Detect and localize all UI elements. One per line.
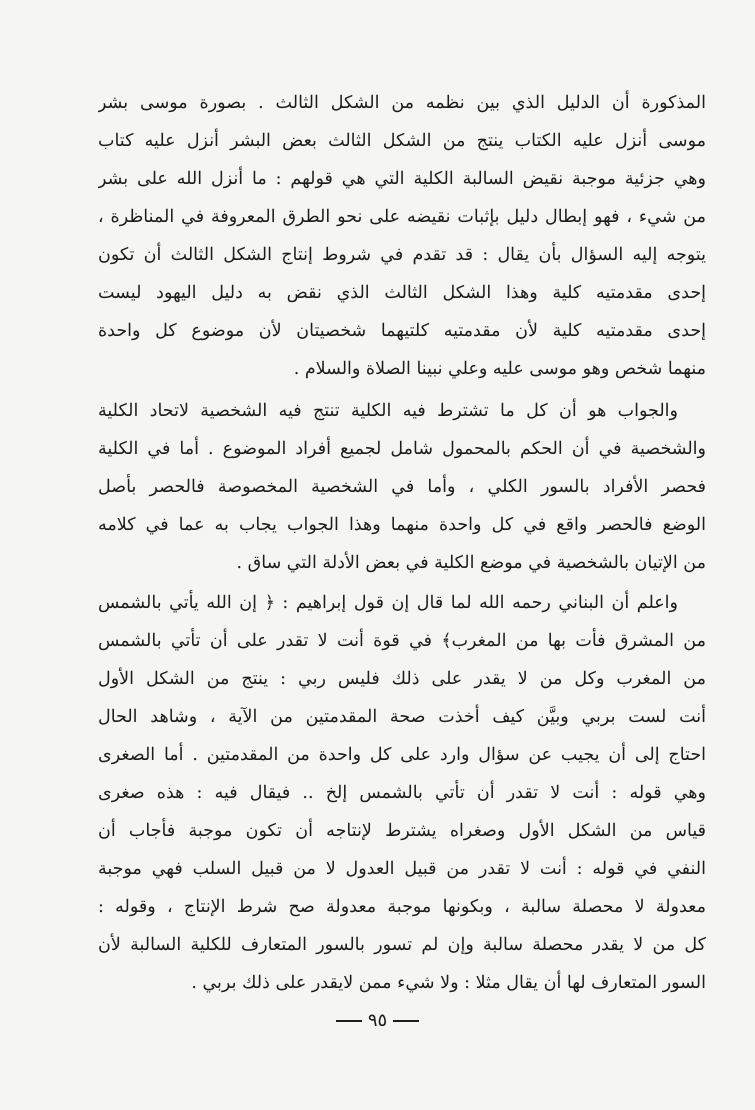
text-line: احتاج إلى أن يجيب عن سؤال وارد على كل واحدة من المقدمتين . أما الصغرى bbox=[98, 745, 706, 765]
text-line: وهي قوله : أنت لا تقدر أن تأتي بالشمس إلخ .. فيقال فيه : هذه صغرى bbox=[98, 783, 706, 803]
dash-left bbox=[393, 1020, 419, 1022]
text-line: الوضع فالحصر واقع في كل واحدة منهما وهذا الجواب يجاب به عما في كلامه bbox=[98, 515, 706, 535]
text-line: موسى أنزل عليه الكتاب ينتج من الشكل الثالث بعض البشر أنزل عليه كتاب bbox=[98, 131, 706, 151]
text-line: من شيء ، فهو إبطال دليل بإثبات نقيضه على نحو الطرق المعروفة في المناظرة ، bbox=[98, 207, 706, 227]
text-line: منهما شخص وهو موسى عليه وعلي نبينا الصلاة والسلام . bbox=[293, 359, 706, 379]
text-line: وهي جزئية موجبة نقيض السالبة الكلية التي هي قولهم : ما أنزل الله على بشر bbox=[98, 169, 706, 189]
text-line: أنت لست بربي وبيَّن كيف أخذت صحة المقدمتين من الآية ، وشاهد الحال bbox=[98, 707, 706, 727]
text-line: من الإتيان بالشخصية في موضع الكلية في بعض الأدلة التي ساق . bbox=[236, 553, 706, 573]
paragraph-1 bbox=[98, 84, 706, 388]
text-line: إحدى مقدمتيه كلية لأن مقدمتيه كلتيهما شخصيتان لأن موضوع كل واحدة bbox=[98, 321, 706, 341]
text-line: السور المتعارف لها أن يقال مثلا : ولا شيء ممن لايقدر على ذلك بربي . bbox=[191, 973, 706, 993]
text-line: فحصر الأفراد بالسور الكلي ، وأما في الشخصية المخصوصة فالحصر بأصل bbox=[98, 477, 706, 497]
paragraph-2 bbox=[98, 392, 706, 582]
text-line: والجواب هو أن كل ما تشترط فيه الكلية تنتج فيه الشخصية لاتحاد الكلية bbox=[98, 401, 678, 421]
text-line: من المشرق فأت بها من المغرب﴾ في قوة أنت لا تقدر على أن تأتي بالشمس bbox=[98, 631, 706, 651]
text-line: معدولة لا محصلة سالبة ، وبكونها موجبة معدولة صح شرط الإنتاج ، وقوله : bbox=[98, 897, 706, 917]
page-number bbox=[0, 1010, 755, 1031]
text-line: المذكورة أن الدليل الذي بين نظمه من الشكل الثالث . بصورة موسى بشر bbox=[98, 93, 706, 113]
text-line: إحدى مقدمتيه كلية وهذا الشكل الثالث الذي نقض به دليل اليهود ليست bbox=[98, 283, 706, 303]
text-line: والشخصية في أن الحكم بالمحمول شامل لجميع أفراد الموضوع . أما في الكلية bbox=[98, 439, 706, 459]
dash-right bbox=[336, 1020, 362, 1022]
text-line: النفي في قوله : أنت لا تقدر من قبيل العدول لا من قبيل السلب فهي موجبة bbox=[98, 859, 706, 879]
text-line: كل من لا يقدر محصلة سالبة وإن لم تسور بالسور المتعارف للكلية السالبة لأن bbox=[98, 935, 706, 955]
text-line: من المغرب وكل من لا يقدر على ذلك فليس ربي : ينتج من الشكل الأول bbox=[98, 669, 706, 689]
paragraph-3 bbox=[98, 584, 706, 1002]
text-line: واعلم أن البناني رحمه الله لما قال إن قول إبراهيم : ﴿ إن الله يأتي بالشمس bbox=[98, 593, 678, 613]
text-line: يتوجه إليه السؤال بأن يقال : قد تقدم في شروط إنتاج الشكل الثالث أن تكون bbox=[98, 245, 706, 265]
text-line: قياس من الشكل الأول وصغراه يشترط لإنتاجه أن تكون موجبة فأجاب أن bbox=[98, 821, 706, 841]
page-number-text: ٩٥ bbox=[367, 1010, 388, 1031]
